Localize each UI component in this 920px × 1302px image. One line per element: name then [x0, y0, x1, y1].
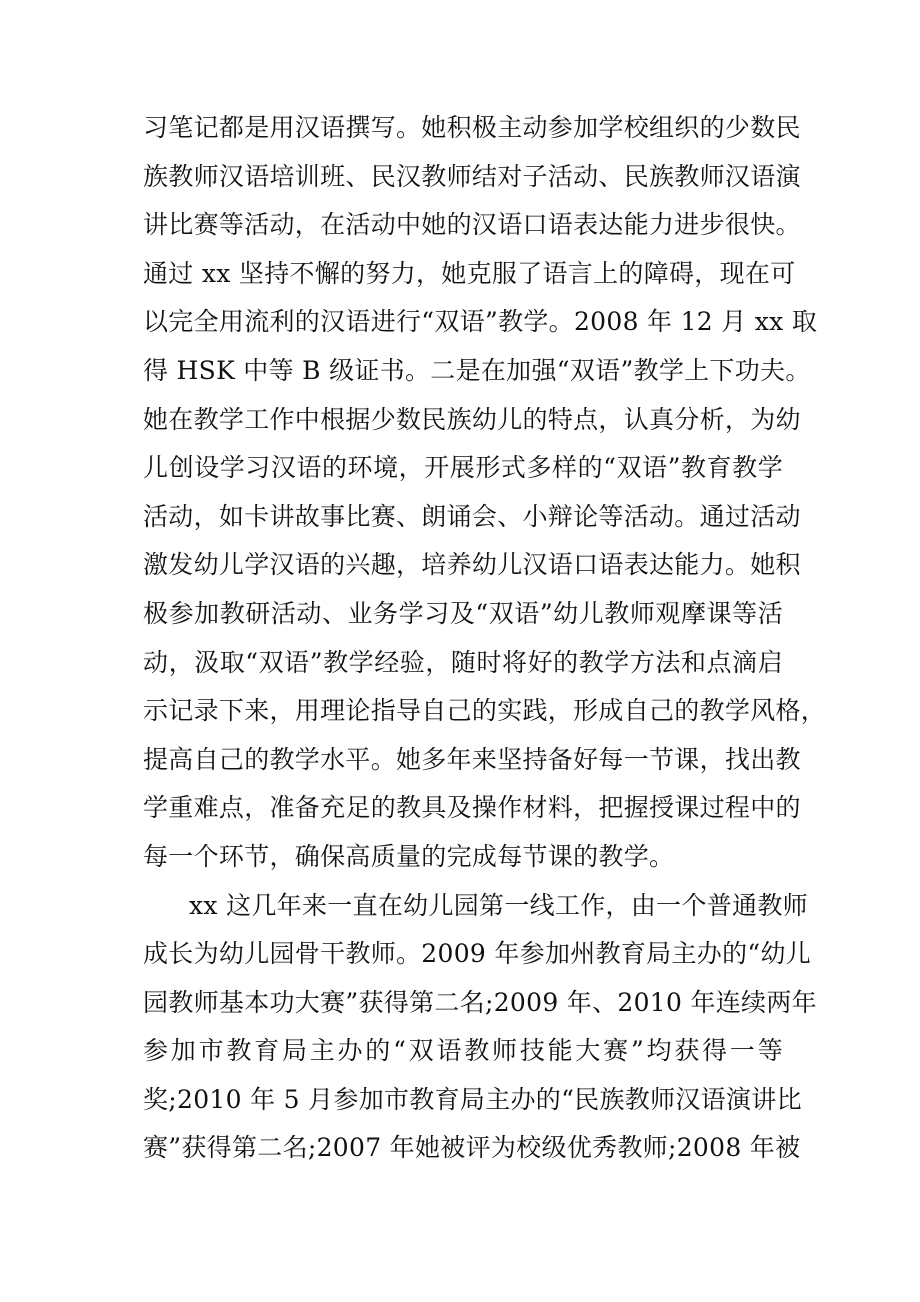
- text-line: 赛”获得第二名;2007 年她被评为校级优秀教师;2008 年被: [143, 1133, 801, 1163]
- text-line: 学重难点，准备充足的教具及操作材料，把握授课过程中的: [143, 793, 801, 823]
- text-line: 激发幼儿学汉语的兴趣，培养幼儿汉语口语表达能力。她积: [143, 550, 801, 580]
- text-line: 示记录下来，用理论指导自己的实践，形成自己的教学风格，: [143, 696, 827, 726]
- paragraph-2: [143, 882, 817, 1174]
- text-line: 讲比赛等活动，在活动中她的汉语口语表达能力进步很快。: [143, 210, 801, 240]
- text-line: 得 HSK 中等 B 级证书。二是在加强“双语”教学上下功夫。: [143, 355, 811, 385]
- text-line: 习笔记都是用汉语撰写。她积极主动参加学校组织的少数民: [143, 113, 801, 142]
- text-line: 通过 xx 坚持不懈的努力，她克服了语言上的障碍，现在可: [143, 258, 796, 288]
- text-line: 动，汲取“双语”教学经验，随时将好的教学方法和点滴启: [143, 647, 783, 677]
- text-line: 儿创设学习汉语的环境，开展形式多样的“双语”教育教学: [143, 453, 783, 483]
- text-line: 以完全用流利的汉语进行“双语”教学。2008 年 12 月 xx 取: [143, 307, 818, 337]
- text-line: 族教师汉语培训班、民汉教师结对子活动、民族教师汉语演: [143, 161, 801, 191]
- text-line: 园教师基本功大赛”获得第二名;2009 年、2010 年连续两年: [143, 987, 817, 1017]
- text-line: 她在教学工作中根据少数民族幼儿的特点，认真分析，为幼: [143, 404, 801, 434]
- text-line: 极参加教研活动、业务学习及“双语”幼儿教师观摩课等活: [143, 598, 783, 628]
- text-line: 成长为幼儿园骨干教师。2009 年参加州教育局主办的“幼儿: [143, 939, 812, 969]
- text-line: 每一个环节，确保高质量的完成每节课的教学。: [143, 841, 675, 871]
- text-line: 活动，如卡讲故事比赛、朗诵会、小辩论等活动。通过活动: [143, 501, 801, 531]
- text-line: 提高自己的教学水平。她多年来坚持备好每一节课，找出教: [143, 744, 801, 774]
- text-line: 参加市教育局主办的“双语教师技能大赛”均获得一等: [143, 1036, 783, 1066]
- paragraph-1: [143, 104, 827, 882]
- text-line: xx 这几年来一直在幼儿园第一线工作，由一个普通教师: [189, 890, 808, 920]
- text-line: 奖;2010 年 5 月参加市教育局主办的“民族教师汉语演讲比: [143, 1084, 802, 1114]
- document-body: [143, 104, 827, 1173]
